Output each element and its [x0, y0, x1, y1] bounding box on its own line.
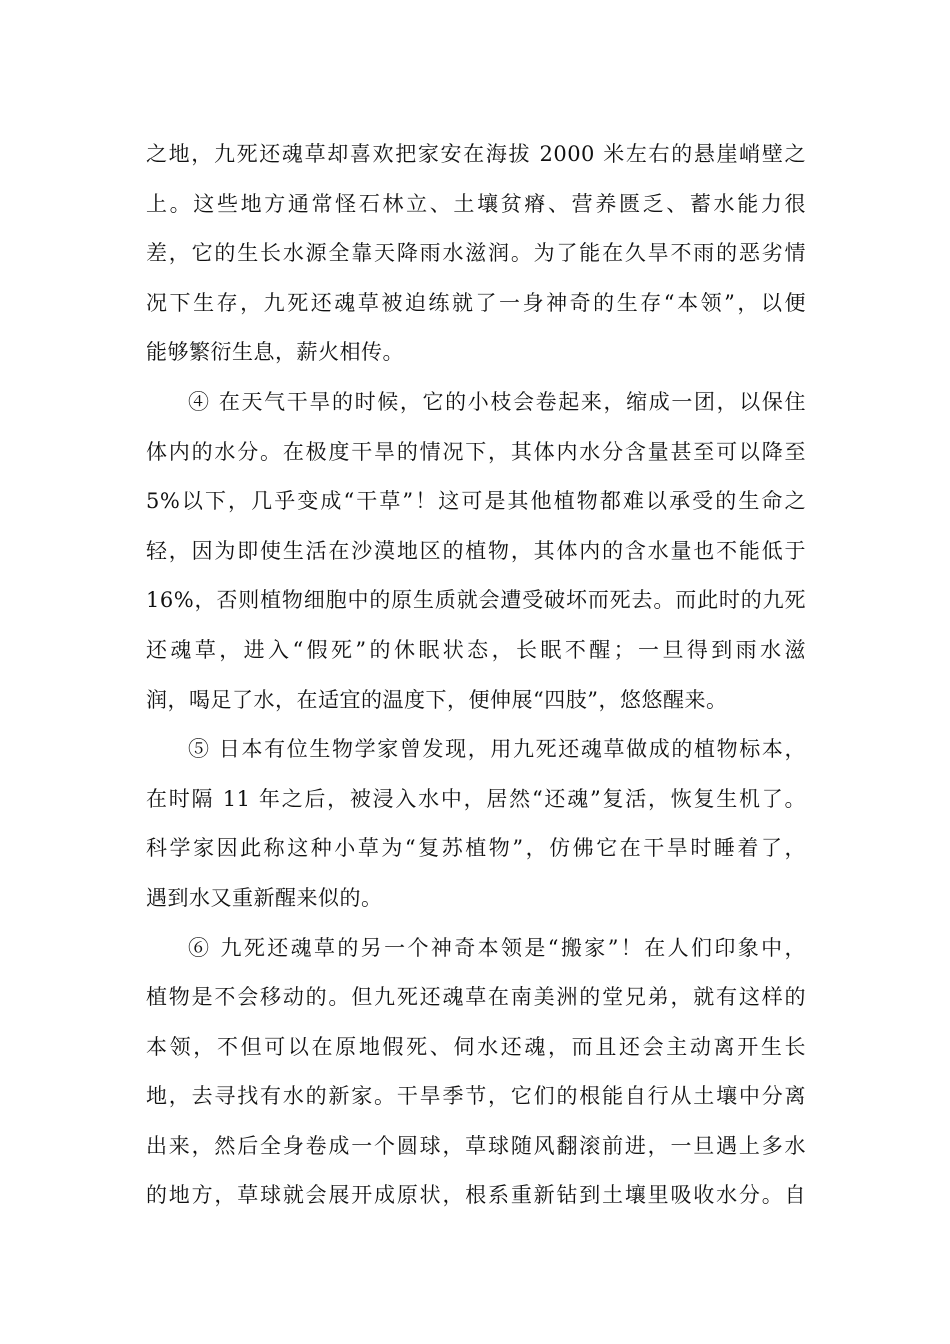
text-line: 16%，否则植物细胞中的原生质就会遭受破坏而死去。而此时的九死: [146, 588, 806, 613]
text-line: 差，它的生长水源全靠天降雨水滋润。为了能在久旱不雨的恶劣情: [146, 241, 806, 266]
text-line: 之地，九死还魂草却喜欢把家安在海拔 2000 米左右的悬崖峭壁之: [146, 142, 806, 166]
text-line: 况下生存，九死还魂草被迫练就了一身神奇的生存“本领”，以便: [146, 290, 806, 315]
text-line: 能够繁衍生息，薪火相传。: [146, 340, 404, 365]
paragraph-5: [146, 725, 806, 923]
text-line: ⑥ 九死还魂草的另一个神奇本领是“搬家”！在人们印象中，: [188, 935, 806, 960]
text-line: 轻，因为即使生活在沙漠地区的植物，其体内的含水量也不能低于: [146, 538, 806, 563]
text-line: 植物是不会移动的。但九死还魂草在南美洲的堂兄弟，就有这样的: [146, 985, 806, 1010]
text-line: ④ 在天气干旱的时候，它的小枝会卷起来，缩成一团，以保住: [188, 389, 806, 414]
text-line: 的地方，草球就会展开成原状，根系重新钻到土壤里吸收水分。自: [146, 1183, 806, 1208]
text-line: 体内的水分。在极度干旱的情况下，其体内水分含量甚至可以降至: [146, 439, 806, 464]
text-line: 在时隔 11 年之后，被浸入水中，居然“还魂”复活，恢复生机了。: [146, 786, 806, 811]
text-line: 5%以下，几乎变成“干草”！这可是其他植物都难以承受的生命之: [146, 489, 806, 514]
body-text: [146, 130, 806, 1221]
text-line: 还魂草，进入“假死”的休眠状态，长眠不醒；一旦得到雨水滋: [146, 637, 806, 662]
paragraph-3-continued: [146, 130, 806, 378]
paragraph-6: [146, 924, 806, 1222]
text-line: 出来，然后全身卷成一个圆球，草球随风翻滚前进，一旦遇上多水: [146, 1133, 806, 1158]
text-line: 遇到水又重新醒来似的。: [146, 885, 383, 910]
text-line: 本领，不但可以在原地假死、伺水还魂，而且还会主动离开生长: [146, 1034, 806, 1059]
text-line: 科学家因此称这种小草为“复苏植物”，仿佛它在干旱时睡着了，: [146, 836, 806, 861]
paragraph-4: [146, 378, 806, 725]
text-line: 上。这些地方通常怪石林立、土壤贫瘠、营养匮乏、蓄水能力很: [146, 191, 806, 216]
text-line: 地，去寻找有水的新家。干旱季节，它们的根能自行从土壤中分离: [146, 1084, 806, 1109]
text-line: ⑤ 日本有位生物学家曾发现，用九死还魂草做成的植物标本，: [188, 737, 806, 762]
text-line: 润，喝足了水，在适宜的温度下，便伸展“四肢”，悠悠醒来。: [146, 687, 728, 712]
